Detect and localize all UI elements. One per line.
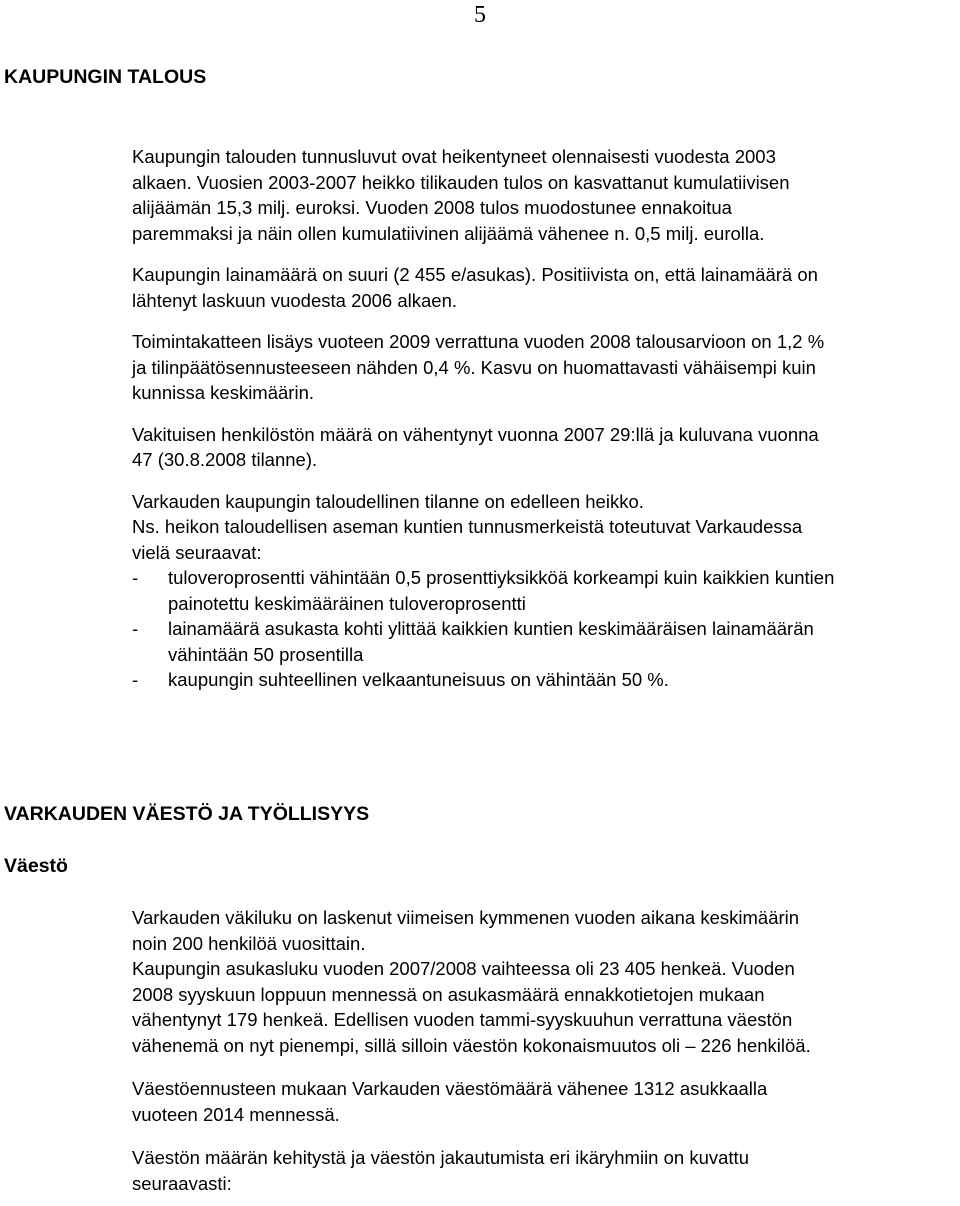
criteria-list <box>132 565 960 693</box>
text-line: 2008 syyskuun loppuun mennessä on asukasmäärä ennakkotietojen mukaan <box>132 983 765 1005</box>
paragraph <box>132 422 960 473</box>
paragraph <box>132 1076 960 1127</box>
list-text-cont: painotettu keskimääräinen tuloveroprosentti <box>168 592 526 614</box>
text-line: lähtenyt laskuun vuodesta 2006 alkaen. <box>132 289 458 311</box>
text-line: seuraavasti: <box>132 1172 232 1194</box>
list-dash: - <box>132 618 139 639</box>
text-line: Kaupungin talouden tunnusluvut ovat heikentyneet olennaisesti vuodesta 2003 <box>132 146 776 167</box>
list-dash: - <box>132 567 139 588</box>
text-line: Kaupungin lainamäärä on suuri (2 455 e/asukas). Positiivista on, että lainamäärä on <box>132 264 818 285</box>
paragraph <box>132 1145 960 1196</box>
list-text: tuloveroprosentti vähintään 0,5 prosenttiyksikköä korkeampi kuin kaikkien kuntien <box>168 567 835 588</box>
subheading-vaesto: Väestö <box>4 855 68 877</box>
list-text-cont: vähintään 50 prosentilla <box>168 643 364 665</box>
paragraph <box>132 329 960 406</box>
paragraph <box>132 489 960 566</box>
text-line: Toimintakatteen lisäys vuoteen 2009 verrattuna vuoden 2008 talousarvioon on 1,2 % <box>132 331 825 352</box>
text-line: 47 (30.8.2008 tilanne). <box>132 449 318 470</box>
text-line: Vakituisen henkilöstön määrä on vähentynyt vuonna 2007 29:llä ja kuluvana vuonna <box>132 423 819 445</box>
text-line: Väestön määrän kehitystä ja väestön jakautumista eri ikäryhmiin on kuvattu <box>132 1147 749 1168</box>
section-vaesto-body <box>132 905 960 1196</box>
text-line: vähentynyt 179 henkeä. Edellisen vuoden tammi-syyskuuhun verrattuna väestön <box>132 1009 793 1030</box>
text-line: noin 200 henkilöä vuosittain. <box>132 932 366 954</box>
list-text: kaupungin suhteellinen velkaantuneisuus on vähintään 50 %. <box>168 669 669 690</box>
text-line: alijäämän 15,3 milj. euroksi. Vuoden 2008 tulos muodostunee ennakoitua <box>132 197 732 218</box>
text-line: alkaen. Vuosien 2003-2007 heikko tilikauden tulos on kasvattanut kumulatiivisen <box>132 171 790 193</box>
text-line: paremmaksi ja näin ollen kumulatiivinen alijäämä vähenee n. 0,5 milj. eurolla. <box>132 222 765 244</box>
list-text: lainamäärä asukasta kohti ylittää kaikkien kuntien keskimääräisen lainamäärän <box>168 618 814 639</box>
text-line: vuoteen 2014 mennessä. <box>132 1103 340 1125</box>
text-line: ja tilinpäätösennusteeseen nähden 0,4 %. Kasvu on huomattavasti vähäisempi kuin <box>132 356 816 378</box>
text-line: vähenemä on nyt pienempi, sillä silloin väestön kokonaismuutos oli – 226 henkilöä. <box>132 1034 811 1056</box>
text-line: Väestöennusteen mukaan Varkauden väestömäärä vähenee 1312 asukkaalla <box>132 1078 768 1099</box>
paragraph <box>132 144 960 246</box>
section-talous-body <box>132 144 960 693</box>
list-item <box>132 565 960 616</box>
list-item <box>132 616 960 667</box>
text-line: Kaupungin asukasluku vuoden 2007/2008 vaihteessa oli 23 405 henkeä. Vuoden <box>132 958 795 979</box>
page-number: 5 <box>474 2 486 28</box>
text-line: Varkauden kaupungin taloudellinen tilanne on edelleen heikko. <box>132 490 644 512</box>
paragraph <box>132 905 960 1058</box>
paragraph <box>132 262 960 313</box>
text-line: kunnissa keskimäärin. <box>132 382 314 403</box>
list-dash: - <box>132 669 139 690</box>
section-heading-talous: KAUPUNGIN TALOUS <box>4 66 207 88</box>
section-heading-vaesto-tyollisyys: VARKAUDEN VÄESTÖ JA TYÖLLISYYS <box>4 803 370 825</box>
list-item <box>132 667 960 693</box>
text-line: vielä seuraavat: <box>132 541 262 563</box>
text-line: Ns. heikon taloudellisen aseman kuntien tunnusmerkeistä toteutuvat Varkaudessa <box>132 516 803 537</box>
text-line: Varkauden väkiluku on laskenut viimeisen kymmenen vuoden aikana keskimäärin <box>132 907 800 928</box>
